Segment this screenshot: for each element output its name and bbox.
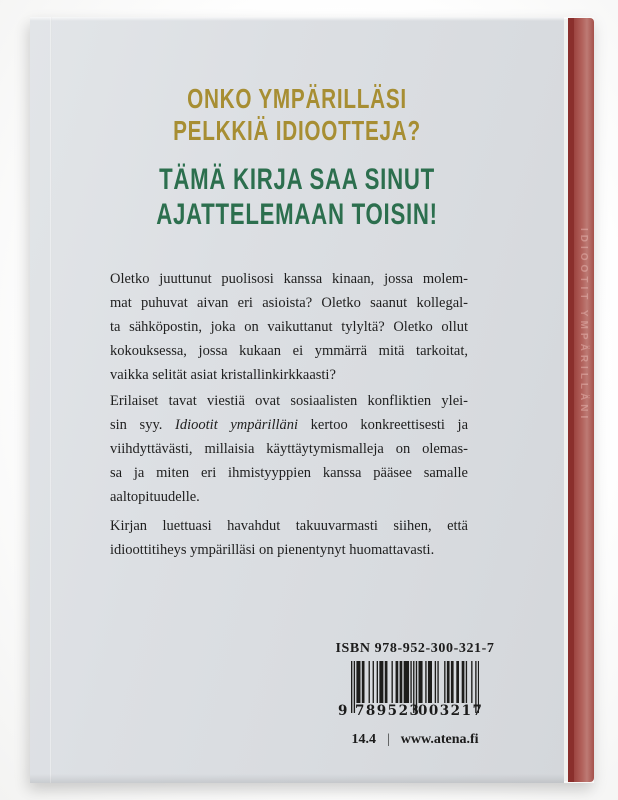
publisher-website: www.atena.fi bbox=[400, 732, 479, 747]
headline-primary-line1: ONKO YMPÄRILLÄSI bbox=[187, 83, 407, 114]
publisher-line bbox=[330, 732, 500, 748]
text-line bbox=[110, 413, 468, 437]
text-line: Oletko juuttunut puolisosi kanssa kinaan, jossa molem- bbox=[110, 271, 468, 287]
text-line: kokouksessa, jossa kukaan ei ymmärrä mitä tarkoitat, bbox=[110, 343, 468, 359]
text-line: Kirjan luettuasi havahdut takuuvarmasti siihen, että bbox=[110, 518, 468, 534]
isbn-block bbox=[330, 641, 500, 748]
book-back-cover-photo bbox=[30, 17, 594, 783]
spine-title-text: IDIOOTIT YMPÄRILLÄNI bbox=[578, 228, 589, 423]
headline-secondary bbox=[99, 162, 494, 232]
separator-bar: | bbox=[386, 732, 390, 747]
barcode-digit-first: 9 bbox=[338, 703, 348, 719]
text-line: aaltopituudelle. bbox=[110, 489, 200, 505]
price-code: 14.4 bbox=[351, 732, 376, 747]
book-title-italic: Idiootit ympärilläni bbox=[175, 417, 299, 433]
text-line: vaikka selität asiat kristallinkirkkaasti? bbox=[110, 367, 336, 383]
paragraph-2 bbox=[110, 389, 468, 509]
text-line: ta sähköpostin, joka on vaikuttanut tylyltä? Oletko ollut bbox=[110, 319, 468, 335]
barcode-digits bbox=[338, 702, 484, 722]
paragraph-3 bbox=[110, 514, 468, 562]
barcode-digits-right: 003217 bbox=[418, 703, 484, 719]
headline-secondary-line1: TÄMÄ KIRJA SAA SINUT bbox=[159, 163, 435, 196]
text-line: viihdyttävästi, millaisia käyttäytymismalleja on olemas- bbox=[110, 441, 468, 457]
text-line: Erilaiset tavat viestiä ovat sosiaalisten konfliktien ylei- bbox=[110, 393, 468, 409]
text-line: idioottitiheys ympärilläsi on pienentynyt huomattavasti. bbox=[110, 542, 435, 558]
spine bbox=[574, 18, 594, 782]
text-segment: kertoo konkreettisesti ja bbox=[298, 417, 469, 433]
cover-crease bbox=[50, 17, 52, 783]
headline-primary bbox=[99, 83, 494, 147]
paragraph-1 bbox=[110, 267, 468, 387]
text-line: sa ja miten eri ihmistyyppien kanssa pääsee samalle bbox=[110, 465, 468, 481]
back-cover bbox=[30, 17, 564, 783]
headline-secondary-line2: AJATTELEMAAN TOISIN! bbox=[156, 198, 438, 231]
text-line: mat puhuvat aivan eri asioista? Oletko saanut kollegal- bbox=[110, 295, 468, 311]
barcode bbox=[338, 661, 484, 723]
text-segment: sin syy. bbox=[110, 417, 176, 433]
headline-primary-line2: PELKKIÄ IDIOOTTEJA? bbox=[173, 115, 421, 146]
isbn-label: ISBN 978-952-300-321-7 bbox=[335, 641, 495, 656]
barcode-digits-left: 789523 bbox=[355, 703, 421, 719]
